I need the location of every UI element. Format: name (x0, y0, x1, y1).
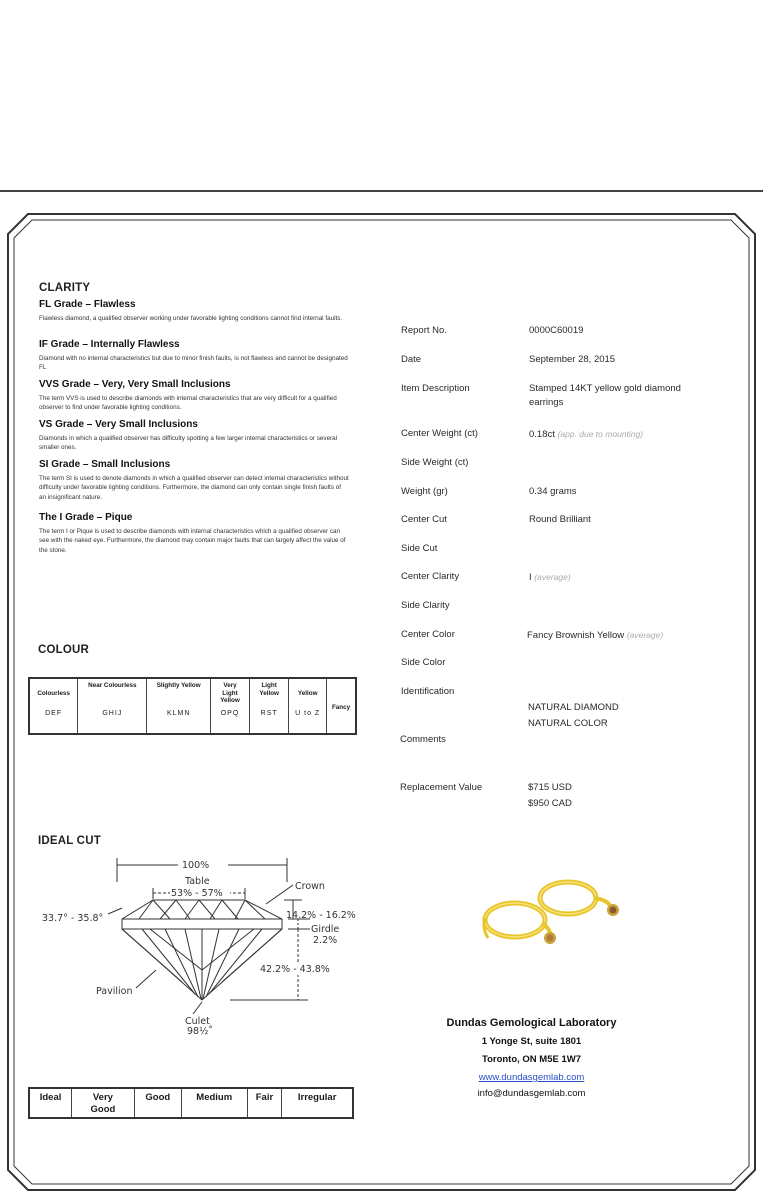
center-weight-value: 0.18ct (app. due to mounting) (529, 429, 644, 440)
label-crown: Crown (295, 881, 325, 892)
grade-si-text: The term SI is used to denote diamonds in which a qualified observer can detect internal characteristics without difficulty under favorable lighting conditions. Furthermore, the diamond can only contain single finish faults of an insignificant nature. (39, 475, 349, 501)
colour-cell: Slightly Yellow KLMN (147, 678, 210, 734)
cut-grade-cell: Very Good (72, 1088, 135, 1118)
item-description-label: Item Description (401, 383, 470, 394)
report-no-value: 0000C60019 (529, 325, 584, 336)
cut-grade-table (28, 1087, 354, 1119)
colour-cell: Colourless DEF (29, 678, 78, 734)
label-pavilion-range: 42.2% - 43.8% (260, 964, 330, 975)
comments-label: Comments (400, 734, 446, 745)
center-cut-value: Round Brilliant (529, 514, 591, 525)
ideal-cut-diagram (30, 852, 356, 1037)
label-total: 100% (182, 860, 210, 871)
cut-grade-cell: Ideal (29, 1088, 72, 1118)
label-culet-value: 98½˚ (187, 1026, 214, 1037)
clarity-title: CLARITY (39, 282, 91, 294)
replacement-value-usd: $715 USD (528, 782, 572, 793)
date-value: September 28, 2015 (529, 354, 616, 365)
ideal-cut-title: IDEAL CUT (38, 835, 101, 847)
identification-value-2: NATURAL COLOR (528, 718, 608, 729)
earrings-photo (470, 868, 640, 968)
grade-i-heading: The I Grade – Pique (39, 512, 133, 523)
grade-vvs-heading: VVS Grade – Very, Very Small Inclusions (39, 379, 231, 390)
center-clarity-note: (average) (534, 572, 571, 582)
colour-cell: Yellow U to Z (289, 678, 327, 734)
cut-grade-cell: Good (134, 1088, 181, 1118)
lab-address-line2: Toronto, ON M5E 1W7 (481, 1054, 582, 1065)
weight-value: 0.34 grams (529, 486, 577, 497)
colour-cell: Light Yellow RST (250, 678, 289, 734)
lab-name: Dundas Gemological Laboratory (446, 1017, 617, 1029)
grade-fl-heading: FL Grade – Flawless (39, 299, 136, 310)
side-color-label: Side Color (401, 657, 446, 668)
center-color-label: Center Color (401, 629, 455, 640)
center-clarity-label: Center Clarity (401, 571, 460, 582)
label-girdle: Girdle (311, 924, 340, 935)
identification-value-1: NATURAL DIAMOND (528, 702, 619, 713)
lab-email[interactable]: info@dundasgemlab.com (477, 1088, 586, 1099)
replacement-value-label: Replacement Value (400, 782, 483, 793)
date-label: Date (401, 354, 422, 365)
grade-i-text: The term I or Pique is used to describe diamonds with internal characteristics which a qualified observer can see with the naked eye. Furthermore, the diamond may contain major faults that can largely affect the value of the stone. (39, 528, 346, 554)
colour-cell: Fancy (327, 678, 356, 734)
lab-address-line1: 1 Yonge St, suite 1801 (481, 1036, 582, 1047)
identification-label: Identification (401, 686, 455, 697)
center-weight-note: (app. due to mounting) (557, 429, 644, 439)
grade-si-heading: SI Grade – Small Inclusions (39, 459, 171, 470)
cut-grade-cell: Irregular (282, 1088, 353, 1118)
colour-cell: Near Colourless GHIJ (78, 678, 147, 734)
grade-vs-text: Diamonds in which a qualified observer has difficulty spotting a few larger internal characteristics or several smaller ones. (39, 435, 338, 452)
item-description-value: Stamped 14KT yellow gold diamond earrings (529, 383, 681, 408)
report-no-label: Report No. (401, 325, 447, 336)
center-cut-label: Center Cut (401, 514, 447, 525)
cut-grade-cell: Fair (247, 1088, 282, 1118)
label-table-range: 53% - 57% (171, 888, 223, 899)
colour-title: COLOUR (38, 644, 90, 656)
center-weight-label: Center Weight (ct) (401, 428, 478, 439)
weight-label: Weight (gr) (401, 486, 448, 497)
replacement-value-cad: $950 CAD (528, 798, 572, 809)
grade-if-text: Diamond with no internal characteristics but due to minor finish faults, is not flawless and cannot be designated FL (39, 355, 348, 372)
label-table: Table (185, 876, 210, 887)
label-crown-range: 14.2% - 16.2% (286, 910, 356, 921)
grade-vvs-text: The term VVS is used to describe diamonds with internal characteristics that are very difficult for a qualified observer to find under favorable lighting conditions. (39, 395, 337, 412)
grade-vs-heading: VS Grade – Very Small Inclusions (39, 419, 198, 430)
lab-website-link[interactable]: www.dundasgemlab.com (478, 1072, 585, 1083)
label-pavilion: Pavilion (96, 986, 133, 997)
grade-fl-text: Flawless diamond, a qualified observer working under favorable lighting conditions cannot find internal faults. (39, 315, 343, 322)
label-angle: 33.7° - 35.8° (42, 913, 104, 924)
cut-grade-cell: Medium (181, 1088, 247, 1118)
label-culet: Culet (185, 1016, 210, 1027)
grade-if-heading: IF Grade – Internally Flawless (39, 339, 180, 350)
side-cut-label: Side Cut (401, 543, 438, 554)
colour-scale-table (28, 677, 357, 735)
center-color-note: (average) (626, 630, 664, 640)
side-clarity-label: Side Clarity (401, 600, 450, 611)
center-clarity-value: I (average) (529, 572, 571, 583)
side-weight-label: Side Weight (ct) (401, 457, 469, 468)
label-girdle-value: 2.2% (313, 935, 338, 946)
center-color-value: Fancy Brownish Yellow (average) (527, 630, 664, 641)
colour-cell: Very Light Yellow OPQ (210, 678, 249, 734)
